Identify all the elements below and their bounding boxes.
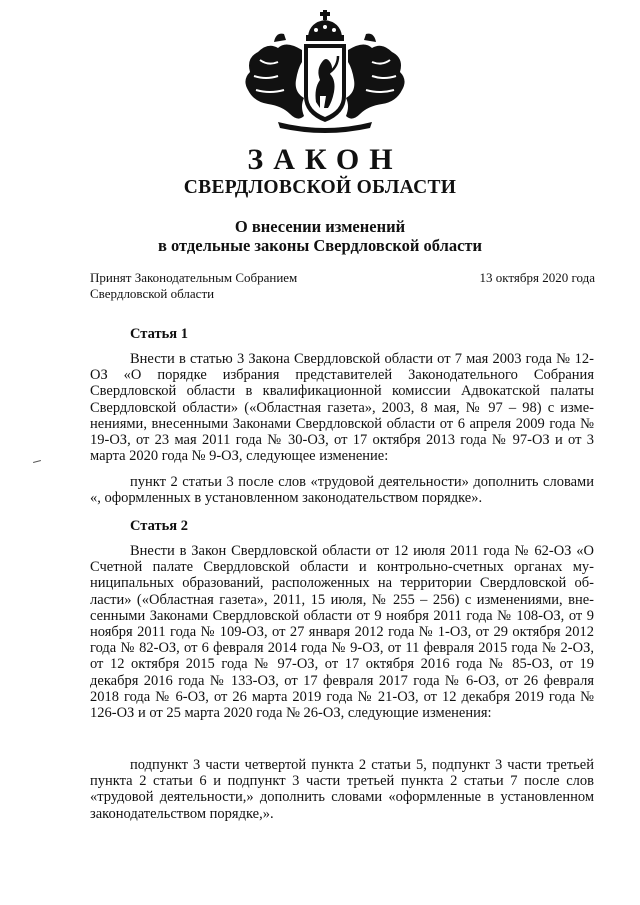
coat-of-arms-icon — [238, 10, 412, 136]
article-1-paragraph-2: пункт 2 статьи 3 после слов «трудовой деятельности» дополнить словами «, оформленных в установленном законодательством порядке». — [90, 474, 594, 507]
article-2-heading: Статья 2 — [130, 518, 188, 534]
document-title: ЗАКОН — [247, 143, 403, 176]
article-1-paragraph-1: Внести в статью 3 Закона Свердловской области от 7 мая 2003 года № 12-ОЗ «О порядке избрания представителей Законодательного Собрания Свердловской области в квалификационной комиссии Адвокатской палаты Свердловской области» («Областная газета», 2003, 8 мая, № 97 – 98) с изменениями, внесенными Законами Свердловской области от 6 апреля 2009 года № 19-ОЗ, от 23 мая 2011 года № 30-ОЗ, от 17 октября 2013 года № 97-ОЗ и от 3 марта 2020 года № 9-ОЗ, следующее изменение: — [90, 351, 594, 465]
adoption-line-1: Принят Законодательным Собранием — [90, 270, 298, 285]
document-heading-line-1: О внесении изменений — [234, 217, 406, 236]
adoption-date: 13 октября 2020 года — [479, 270, 595, 285]
document-heading-line-2: в отдельные законы Свердловской области — [157, 236, 483, 255]
article-1-heading: Статья 1 — [130, 326, 188, 342]
document-subtitle: СВЕРДЛОВСКОЙ ОБЛАСТИ — [183, 177, 457, 198]
adoption-line-2: Свердловской области — [90, 286, 215, 301]
article-2-paragraph-1: Внести в Закон Свердловской области от 12 июля 2011 года № 62-ОЗ «О Счетной палате Свердловской области и контрольно-счетных органах муниципальных образований, расположенных на территории Свердловской области» («Областная газета», 2011, 15 июля, № 255 – 256) с изменениями, внесенными Законами Свердловской области от 9 ноября 2011 года № 108-ОЗ, от 9 ноября 2011 года № 109-ОЗ, от 27 января 2012 года № 1-ОЗ, от 29 октября 2012 года № 82-ОЗ, от 6 февраля 2014 года № 9-ОЗ, от 11 февраля 2015 года № 2-ОЗ, от 12 октября 2015 года № 97-ОЗ, от 17 октября 2016 года № 85-ОЗ, от 19 декабря 2016 года № 133-ОЗ, от 17 февраля 2017 года № 6-ОЗ, от 26 февраля 2018 года № 6-ОЗ, от 26 марта 2019 года № 21-ОЗ, от 12 декабря 2019 года № 126-ОЗ и от 25 марта 2020 года № 26-ОЗ, следующие изменения: — [90, 543, 594, 722]
margin-mark — [33, 460, 41, 463]
article-2-paragraph-2: подпункт 3 части четвертой пункта 2 статьи 5, подпункт 3 части третьей пункта 2 статьи 6 и подпункт 3 части третьей пункта 2 статьи 7 после слов «трудовой деятельности,» дополнить словами «оформленные в установленном законодательством порядке,». — [90, 757, 594, 822]
adoption-info — [90, 270, 350, 302]
